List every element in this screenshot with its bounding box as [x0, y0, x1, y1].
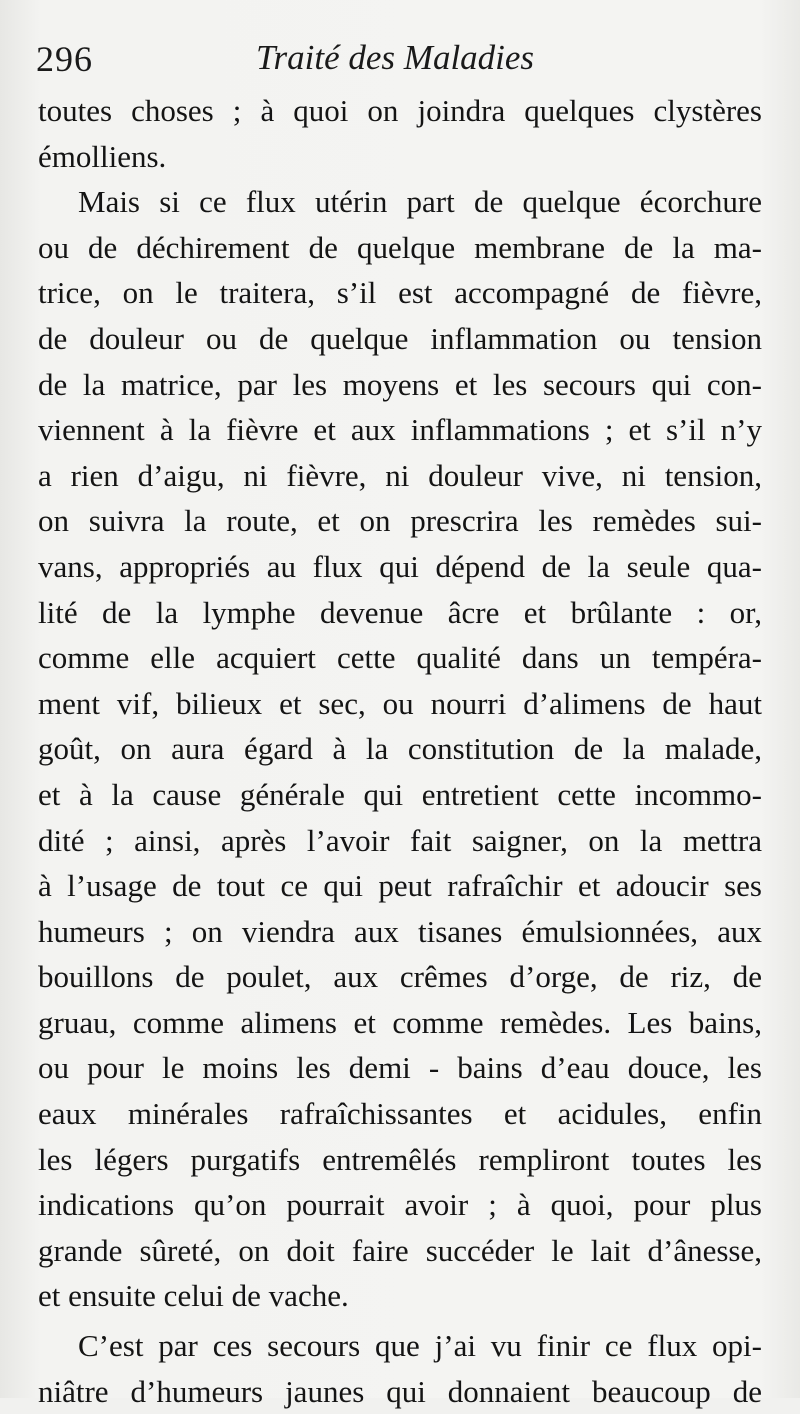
text-line: et à la cause générale qui entretient cette incommo- [38, 776, 762, 812]
text-line: Mais si ce flux utérin part de quelque écorchure [78, 184, 762, 220]
text-line: de douleur ou de quelque inflammation ou tension [38, 320, 762, 356]
text-line: goût, on aura égard à la constitution de la malade, [38, 731, 762, 767]
text-line: niâtre d’humeurs jaunes qui donnaient beaucoup de [38, 1373, 762, 1409]
text-line: vans, appropriés au flux qui dépend de la seule qua- [38, 548, 762, 584]
text-line: comme elle acquiert cette qualité dans un tempéra- [38, 640, 762, 676]
text-line: grande sûreté, on doit faire succéder le lait d’ânesse, [38, 1232, 762, 1268]
text-line: humeurs ; on viendra aux tisanes émulsionnées, aux [38, 913, 762, 949]
text-line: dité ; ainsi, après l’avoir fait saigner, on la mettra [38, 822, 762, 858]
text-line: les légers purgatifs entremêlés rempliront toutes les [38, 1141, 762, 1177]
text-line: bouillons de poulet, aux crêmes d’orge, de riz, de [38, 959, 762, 995]
page-number: 296 [36, 39, 93, 79]
text-line: ou de déchirement de quelque membrane de la ma- [38, 229, 762, 265]
running-title: Traité des Maladies [256, 38, 535, 77]
text-line: de la matrice, par les moyens et les secours qui con- [38, 366, 762, 402]
text-line: trice, on le traitera, s’il est accompagné de fièvre, [38, 275, 762, 311]
page-header [0, 28, 800, 88]
text-line: ou pour le moins les demi - bains d’eau douce, les [38, 1050, 762, 1086]
text-line: et ensuite celui de vache. [38, 1278, 349, 1314]
text-line: émolliens. [38, 138, 167, 174]
body-text [38, 88, 762, 1414]
text-line: indications qu’on pourrait avoir ; à quoi, pour plus [38, 1187, 762, 1223]
text-line: toutes choses ; à quoi on joindra quelques clystères [38, 93, 762, 128]
text-line: ment vif, bilieux et sec, ou nourri d’alimens de haut [38, 685, 762, 721]
text-line: on suivra la route, et on prescrira les remèdes sui- [38, 503, 762, 539]
text-line: gruau, comme alimens et comme remèdes. Les bains, [38, 1004, 762, 1040]
text-line: eaux minérales rafraîchissantes et acidules, enfin [38, 1096, 762, 1132]
text-line: C’est par ces secours que j’ai vu finir ce flux opi- [78, 1328, 762, 1364]
text-line: viennent à la fièvre et aux inflammations ; et s’il n’y [38, 412, 762, 448]
text-line: a rien d’aigu, ni fièvre, ni douleur vive, ni tension, [38, 457, 762, 493]
text-line: lité de la lymphe devenue âcre et brûlante : or, [38, 594, 762, 630]
text-line: à l’usage de tout ce qui peut rafraîchir et adoucir ses [38, 868, 762, 904]
